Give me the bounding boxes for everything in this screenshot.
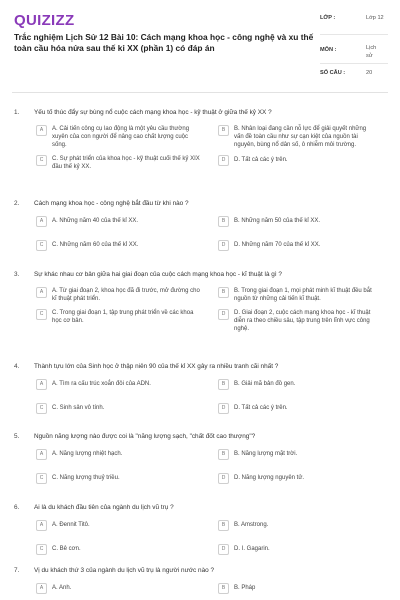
option-a[interactable] <box>34 125 216 149</box>
count-value: 20 <box>366 70 373 76</box>
options-grid <box>34 379 388 415</box>
option-text: C. Sinh sản vô tính. <box>52 405 105 411</box>
option-text: C. Năng lượng thuỷ triều. <box>52 475 120 481</box>
option-c[interactable] <box>34 403 216 415</box>
option-text: B. Những năm 50 của thế kỉ XX. <box>234 218 321 224</box>
option-letter-box: C <box>36 473 47 484</box>
option-letter-box: D <box>218 240 229 251</box>
option-c[interactable] <box>34 240 216 252</box>
option-b[interactable] <box>216 287 388 303</box>
option-letter-box: D <box>218 309 229 320</box>
option-letter-box: C <box>36 309 47 320</box>
option-text: D. Tất cả các ý trên. <box>234 157 288 164</box>
subject-label: MÔN : <box>320 47 337 53</box>
option-letter-box: D <box>218 155 229 166</box>
meta-class-row <box>320 10 388 35</box>
option-a[interactable] <box>34 449 216 461</box>
option-text: C. Trong giai đoạn 1, tập trung phát triển về các khoa học cơ bản. <box>52 310 194 325</box>
question-number: 7. <box>14 567 20 574</box>
option-letter-box: C <box>36 403 47 414</box>
option-letter-box: A <box>36 449 47 460</box>
option-letter-box: B <box>218 379 229 390</box>
option-d[interactable] <box>216 473 388 485</box>
question-text: Sự khác nhau cơ bản giữa hai giai đoạn của cuộc cách mạng khoa học - kĩ thuật là gì ? <box>34 271 282 278</box>
option-c[interactable] <box>34 155 216 171</box>
question-text: Vị du khách thứ 3 của ngành du lịch vũ trụ là người nước nào ? <box>34 567 215 574</box>
option-text: B. Pháp <box>234 585 256 591</box>
option-letter-box: A <box>36 216 47 227</box>
option-text: B. Amstrong. <box>234 522 269 528</box>
option-a[interactable] <box>34 379 216 391</box>
option-letter-box: A <box>36 125 47 136</box>
option-a[interactable] <box>34 520 216 532</box>
option-text: D. Những năm 70 của thế kỉ XX. <box>234 242 321 248</box>
option-text: D. Tất cả các ý trên. <box>234 405 288 411</box>
subject-value: Lịch sử <box>366 45 377 59</box>
count-label: SỐ CÂU : <box>320 70 346 76</box>
option-b[interactable] <box>216 125 388 149</box>
question-number: 5. <box>14 433 20 440</box>
option-text: D. Năng lượng nguyên tử. <box>234 475 305 481</box>
option-letter-box: A <box>36 287 47 298</box>
options-grid <box>34 520 388 556</box>
class-value: Lớp 12 <box>366 15 384 21</box>
option-a[interactable] <box>34 216 216 228</box>
option-letter-box: C <box>36 155 47 166</box>
option-text: D. Giai đoạn 2, cuộc cách mạng khoa học - kĩ thuật diễn ra theo chiều sâu, tập trung trên lĩnh vực công nghệ. <box>234 310 371 333</box>
option-d[interactable] <box>216 155 388 171</box>
option-c[interactable] <box>34 309 216 333</box>
option-letter-box: A <box>36 379 47 390</box>
worksheet-meta <box>320 10 388 80</box>
question-text: Thành tựu lớn của Sinh học ở thập niên 90 của thế kỉ XX gây ra nhiều tranh cãi nhất ? <box>34 363 279 370</box>
quizizz-logo: QUIZIZZ <box>14 12 75 29</box>
option-letter-box: A <box>36 520 47 531</box>
question-number: 4. <box>14 363 20 370</box>
question-number: 6. <box>14 504 20 511</box>
option-d[interactable] <box>216 240 388 252</box>
option-letter-box: D <box>218 473 229 484</box>
option-letter-box: B <box>218 449 229 460</box>
options-grid <box>34 216 388 252</box>
option-letter-box: B <box>218 520 229 531</box>
option-b[interactable] <box>216 216 388 228</box>
option-text: A. Tìm ra cấu trúc xoắn đôi của ADN. <box>52 381 151 387</box>
meta-count-row <box>320 64 388 80</box>
option-b[interactable] <box>216 520 388 532</box>
question-text: Cách mạng khoa học - công nghệ bắt đầu từ khi nào ? <box>34 200 189 207</box>
option-text: B. Nhân loại đang cần nỗ lực để giải quyết những vấn đề toàn cầu như sự cạn kiệt của nguồn tài nguyên, bùng nổ dân số, ô nhiễm môi trường. <box>234 126 367 149</box>
option-letter-box: B <box>218 287 229 298</box>
option-b[interactable] <box>216 379 388 391</box>
options-grid <box>34 125 388 171</box>
option-text: C. Những năm 60 của thế kỉ XX. <box>52 242 139 248</box>
option-letter-box: D <box>218 544 229 555</box>
option-text: B. Giải mã bản đồ gen. <box>234 381 296 387</box>
question-text: Yếu tố thúc đẩy sự bùng nổ cuộc cách mạng khoa học - kỹ thuật ở giữa thế kỷ XX ? <box>34 109 272 116</box>
option-c[interactable] <box>34 544 216 556</box>
option-d[interactable] <box>216 403 388 415</box>
option-letter-box: A <box>36 583 47 594</box>
option-text: C. Bê cơn. <box>52 546 81 552</box>
option-d[interactable] <box>216 309 388 333</box>
option-letter-box: B <box>218 583 229 594</box>
question-number: 1. <box>14 109 20 116</box>
option-d[interactable] <box>216 544 388 556</box>
option-b[interactable] <box>216 449 388 461</box>
options-grid <box>34 583 388 595</box>
option-letter-box: D <box>218 403 229 414</box>
question-text: Nguồn năng lượng nào được coi là "năng lượng sạch, "chất đốt cao thượng"? <box>34 433 256 440</box>
option-text: A. Anh. <box>52 585 72 591</box>
options-grid <box>34 449 388 485</box>
option-a[interactable] <box>34 583 216 595</box>
question-number: 3. <box>14 271 20 278</box>
meta-subject-row <box>320 35 388 64</box>
option-text: C. Sự phát triển của khoa học - kỹ thuật cuối thế kỷ XIX đầu thế kỷ XX. <box>52 156 200 171</box>
option-text: A. Cải tiến công cụ lao động là một yêu cầu thường xuyên của con người để nâng cao chất lượng cuộc sống. <box>52 126 190 149</box>
option-text: B. Năng lượng mặt trời. <box>234 451 298 457</box>
worksheet-header <box>12 10 388 93</box>
option-letter-box: C <box>36 544 47 555</box>
question-text: Ai là du khách đầu tiên của ngành du lịch vũ trụ ? <box>34 504 174 511</box>
class-label: LỚP : <box>320 15 336 21</box>
option-text: B. Trong giai đoạn 1, mọi phát minh kĩ thuật đều bắt nguồn từ những cải tiến kĩ thuật. <box>234 288 372 303</box>
option-text: A. Những năm 40 của thế kỉ XX. <box>52 218 139 224</box>
option-text: A. Đennit Titô. <box>52 522 90 528</box>
option-b[interactable] <box>216 583 388 595</box>
options-grid <box>34 287 388 333</box>
worksheet-title: Trắc nghiệm Lịch Sử 12 Bài 10: Cách mạng khoa học - công nghệ và xu thế toàn cầu hóa nửa sau thế kỉ XX (phần 1) có đáp án <box>14 32 314 54</box>
option-text: A. Năng lượng nhiệt hạch. <box>52 451 123 457</box>
option-letter-box: B <box>218 216 229 227</box>
option-a[interactable] <box>34 287 216 303</box>
option-text: D. I. Gagarin. <box>234 546 270 552</box>
option-text: A. Từ giai đoạn 2, khoa học đã đi trước, mở đường cho kĩ thuật phát triển. <box>52 288 200 303</box>
option-c[interactable] <box>34 473 216 485</box>
option-letter-box: B <box>218 125 229 136</box>
option-letter-box: C <box>36 240 47 251</box>
question-number: 2. <box>14 200 20 207</box>
